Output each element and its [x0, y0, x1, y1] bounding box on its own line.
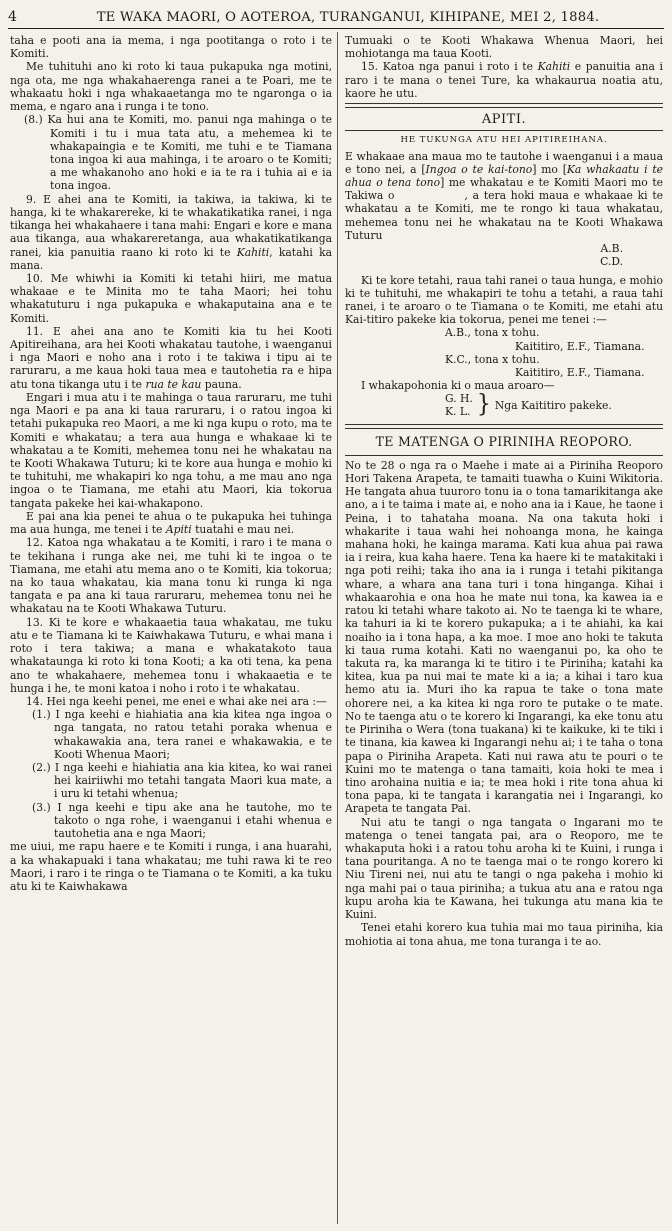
- paragraph-section-8: (8.) Ka hui ana te Komiti, mo. panui nga mahinga o te Komiti i tu i mua tata atu, a mehemea ki te whakapaingia e te Komiti, me tuhi e te Tiamana tona ingoa ki aua mahinga, i te aroaro o te Komiti; a me whakanoho ano hoki e ia te ra i tuhia ai e ia tona ingoa.: [24, 113, 332, 193]
- signature-line: Kaititiro, E.F., Tiamana.: [515, 339, 645, 353]
- masthead-title: TE WAKA MAORI, O AOTEROA, TURANGANUI, KIHIPANE, MEI 2, 1884.: [96, 9, 600, 25]
- paragraph: Tumuaki o te Kooti Whakawa Whenua Maori, hei mohiotanga ma taua Kooti.: [345, 34, 663, 61]
- form-placeholder: Ka whakaatu i te ahua o tena tono: [345, 162, 663, 189]
- paragraph-section-13: 13. Ki te kore e whakaaetia taua whakatau, me tuku atu e te Tiamana ki te Kaiwhakawa Tuturu, e whai mana i roto i tera takiwa; a mana e whakatakoto taua whakataunga ki roto ki tona Kooti; a ka oti tena, ka pena ano te whakahaere, mehemea tonu i whakaaetia e te hunga i he, te moni katoa i noho i roto i te whakatau.: [10, 615, 332, 695]
- signatory-cd: C.D.: [600, 255, 623, 269]
- right-column: [345, 34, 663, 948]
- heading-underline: [345, 130, 663, 131]
- witness-block: [345, 392, 663, 418]
- paragraph-section-14: 14. Hei nga keehi penei, me enei e whai ake nei ara :—: [26, 694, 327, 708]
- page-number: 4: [8, 9, 17, 25]
- signature-line: Kaititiro, E.F., Tiamana.: [515, 366, 645, 380]
- apiti-heading: APITI.: [481, 112, 527, 128]
- brace-glyph: }: [476, 391, 491, 419]
- text-run: tuatahi e mau nei.: [191, 523, 295, 537]
- text-run: pauna.: [201, 377, 242, 391]
- italic-term: Kahiti: [236, 245, 270, 259]
- text-run: ] mo [: [532, 162, 567, 176]
- witness-name: G. H.: [445, 392, 473, 406]
- paragraph-section-9: [10, 193, 332, 272]
- form-text: [345, 150, 663, 243]
- witness-names: [445, 392, 473, 418]
- paragraph: taha e pooti ana ia mema, i nga pootitanga o roto i te Komiti.: [10, 34, 332, 61]
- form-placeholder: Ingoa o te kai-tono: [425, 162, 533, 176]
- text-run: 9. E ahei ana te Komiti, ia takiwa, ia takiwa, ki te hanga, ki te whakarereke, ki te whakatikatika ranei, i nga tikanga hei whakahaere i tana mahi: Engari e kore e mana aua tikanga, aua whakareretanga, aua whakatikatikanga ranei, kia panuitia raano ki roto ki te: [10, 192, 332, 259]
- text-run: E whakaae ana maua mo te tautohe i waenganui i a maua e tono nei, a [: [345, 149, 663, 176]
- paragraph-section-12: 12. Katoa nga whakatau a te Komiti, i raro i te mana o te tekihana i runga ake nei, me tuhi ki te ingoa o te Tiamana, me etahi atu mema ano o te Komiti, kia tokorua; na ko taua whakatau, kia mana tonu ki runga ki nga tangata e pa ana ki taua raruraru, mehemea tonu nei he whakatau na te Kooti Whakawa Tuturu.: [10, 536, 332, 616]
- column-divider: [337, 32, 338, 1224]
- italic-term: Kahiti: [537, 60, 571, 74]
- paragraph: me uiui, me rapu haere e te Komiti i runga, i ana huarahi, a ka whakapuaki i tana whakatau; me tuhi rawa ki te reo Maori, i raro i te ringa o te Tiamana o te Komiti, a ka tuku atu ki te Kaiwhakawa: [10, 840, 332, 893]
- list-item: (1.) I nga keehi e hiahiatia ana kia kitea nga ingoa o nga tangata, no ratou tetahi poraka whenua e whakawakia ana, tera ranei e whakawakia, e te Kooti Whenua Maori;: [32, 708, 332, 761]
- signature-line: K.C., tona x tohu.: [445, 352, 540, 366]
- paragraph: [10, 510, 332, 536]
- list-item: (3.) I nga keehi e tipu ake ana he tautohe, mo te takoto o nga rohe, i waenganui i etahi whenua e tautohetia ana e nga Maori;: [32, 800, 332, 841]
- text-run: , a tera hoki maua e whakaae ki te whakatau a te Komiti, me te rongo ki taua whakatau, mehemea tonu nei he whakatau na te Kooti Whakawa Tuturu: [345, 189, 663, 242]
- text-run: E pai ana kia penei te ahua o te pukapuka hei tuhinga ma aua hunga, me tenei i te: [10, 509, 332, 537]
- page-header: [8, 6, 664, 29]
- paragraph: Nui atu te tangi o nga tangata o Ingarani mo te matenga o tenei tangata pai, ara o Reoporo, me te whakaputa hoki i a ratou tohu aroha ki te Kuini, i runga i tana pouritanga. A no te taenga mai o te rongo korero ki Niu Tireni nei, nui atu te tangi o nga pakeha i mohio ki nga mahi pai o taua piriniha; a tukua atu ana e ratou nga kupu aroha kia te Kawana, hei tukunga atu mana kia te Kuini.: [345, 815, 663, 922]
- heading-underline: [345, 455, 663, 456]
- paragraph: Ki te kore tetahi, raua tahi ranei o taua hunga, e mohio ki te tuhituhi, me whakapiri te tohu a tetahi, a raua tahi ranei, i te aroaro o te Tiamana o te Komiti, me etahi atu Kai-titiro pakeke kia tokorua, penei me tenei :—: [345, 273, 663, 327]
- italic-term: rua te kau: [145, 377, 202, 391]
- signatory-ab: A.B.: [600, 242, 623, 256]
- matenga-heading: TE MATENGA O PIRINIHA REOPORO.: [375, 434, 633, 450]
- signature-line: A.B., tona x tohu.: [445, 326, 540, 340]
- paragraph: Me tuhituhi ano ki roto ki taua pukapuka nga motini, nga ota, me nga whakahaerenga ranei a te Poari, me te whakaatu hoki i nga whakaaetanga mo te ngaronga o ia mema, e ngaro ana i runga i te tono.: [10, 60, 332, 114]
- italic-term: Apiti: [165, 523, 192, 537]
- paragraph: Engari i mua atu i te mahinga o taua raruraru, me tuhi nga Maori e pa ana ki taua raruraru, i o ratou ingoa ki tetahi pukapuka reo Maori, a me ki nga kupu o roto, ma te Komiti e whakatau; a tera aua hunga e whakaae ki te whakatau a te Komiti, mehemea tonu nei he whakatau na te Kooti Whakawa Tuturu; ki te kore aua hunga e mohio ki te tuhituhi, me whakapiri ko nga tohu, a me mau ano nga ingoa o te Tiamana, me etahi atu Maori, kia tokorua tangata pakeke hei kai-whakapono.: [10, 390, 332, 510]
- paragraph: No te 28 o nga ra o Maehe i mate ai a Piriniha Reoporo Hori Takena Arapeta, te tamaiti tuawha o Kuini Wikitoria. He tangata ahua tuuroro tonu ia o tona tamarikitanga ake ano, a i te taima i mate ai, e noho ana ia i Kaue, he taone i Peina, i to tahataha moana. Na ona takuta hoki i whakarite i taua wahi hei nohoanga mona, he kainga mahana hoki, he kainga marama. Kati kua ahua pai rawa ia i reira, kua kaha haere. Tena ka haere ki te matakitaki i nga poti reihi; taka iho ana ia i runga i tetahi pikitanga whare, a whara ana tana turi i tona hinganga. Kihai i whakaarohia e ona hoa he mate nui tona, ka kawea ia e ratou ki tetahi whare takoto ai. No te taenga ki te whare, ka tahuri ia ki te korero pukapuka; a i te ahiahi, ka kai noaiho ia i tona hapa, a ka moe. I moe ano hoki te takuta ki taua ruma kotahi. Kati no waenganui po, ka oho te takuta ra, ka maranga ki te titiro i te Piriniha; katahi ka kitea, kua pa nui mai te mate ki a ia; a kihai i taro kua hemo atu ia. Muri iho ka rapua te take o tona mate ohorere nei, a ka kitea ki nga roro te putake o te mate. No te taenga atu o te korero ki Ingarangi, ka eke tonu atu te Piriniha o Wera (tona tuakana) ki te kaikuke, ki te tiki i te tinana, kia kawea ki Ingarangi nehu ai; i te taha o tona papa o Piriniha Arapeta. Kati nui rawa atu te pouri o te Kuini mo te matenga o tana tamaiti, koia hoki te mea i tino arohaina nuitia e ia; te mea hoki i rite tona ahua ki tona papa, ki te tangata i karangatia nei i Ingarangi, ko Arapeta te tangata Pai.: [345, 458, 663, 816]
- witness-intro: I whakapohonia ki o maua aroaro—: [361, 379, 555, 393]
- paragraph-section-11: [10, 325, 332, 391]
- paragraph: Tenei etahi korero kua tuhia mai mo taua piriniha, kia mohiotia ai tona ahua, me tona turanga i te ao.: [345, 921, 663, 948]
- text-run: 11. E ahei ana ano te Komiti kia tu hei Kooti Apitireihana, ara hei Kooti whakatau tautohe, i waenganui i nga Maori e noho ana i roto i te takiwa i tipu ai te raruraru, a me kaua hoki taua mea e tautohetia ra e hipa atu tona tikanga utu i te: [10, 324, 332, 391]
- text-run: 15. Katoa nga panui i roto i te: [361, 60, 533, 74]
- section-rule: [345, 424, 663, 429]
- witness-name: K. L.: [445, 405, 471, 419]
- witness-label: Nga Kaititiro pakeke.: [494, 398, 612, 412]
- text-run: ] me whakatau e te Komiti Maori mo te Takiwa o: [345, 175, 664, 203]
- text-run: , katahi ka mana.: [10, 245, 332, 272]
- text-run: e panuitia ana i raro i te mana o tenei Ture, ka whakaurua noatia atu, kaore he utu.: [345, 60, 663, 100]
- section-rule: [345, 103, 663, 108]
- apiti-subheading: HE TUKUNGA ATU HEI APITIREIHANA.: [400, 135, 608, 146]
- paragraph-section-15: [345, 60, 663, 100]
- paragraph-section-10: 10. Me whiwhi ia Komiti ki tetahi hiiri, me matua whakaae e te Minita mo te taha Maori; hei tohu whakatuturu i nga pukapuka e whakaputaina ana e te Komiti.: [10, 271, 332, 325]
- list-item: (2.) I nga keehi e hiahiatia ana kia kitea, ko wai ranei hei kairiiwhi mo tetahi tangata Maori kua mate, a i uru ki tetahi whenua;: [32, 761, 332, 801]
- left-column: [10, 34, 332, 893]
